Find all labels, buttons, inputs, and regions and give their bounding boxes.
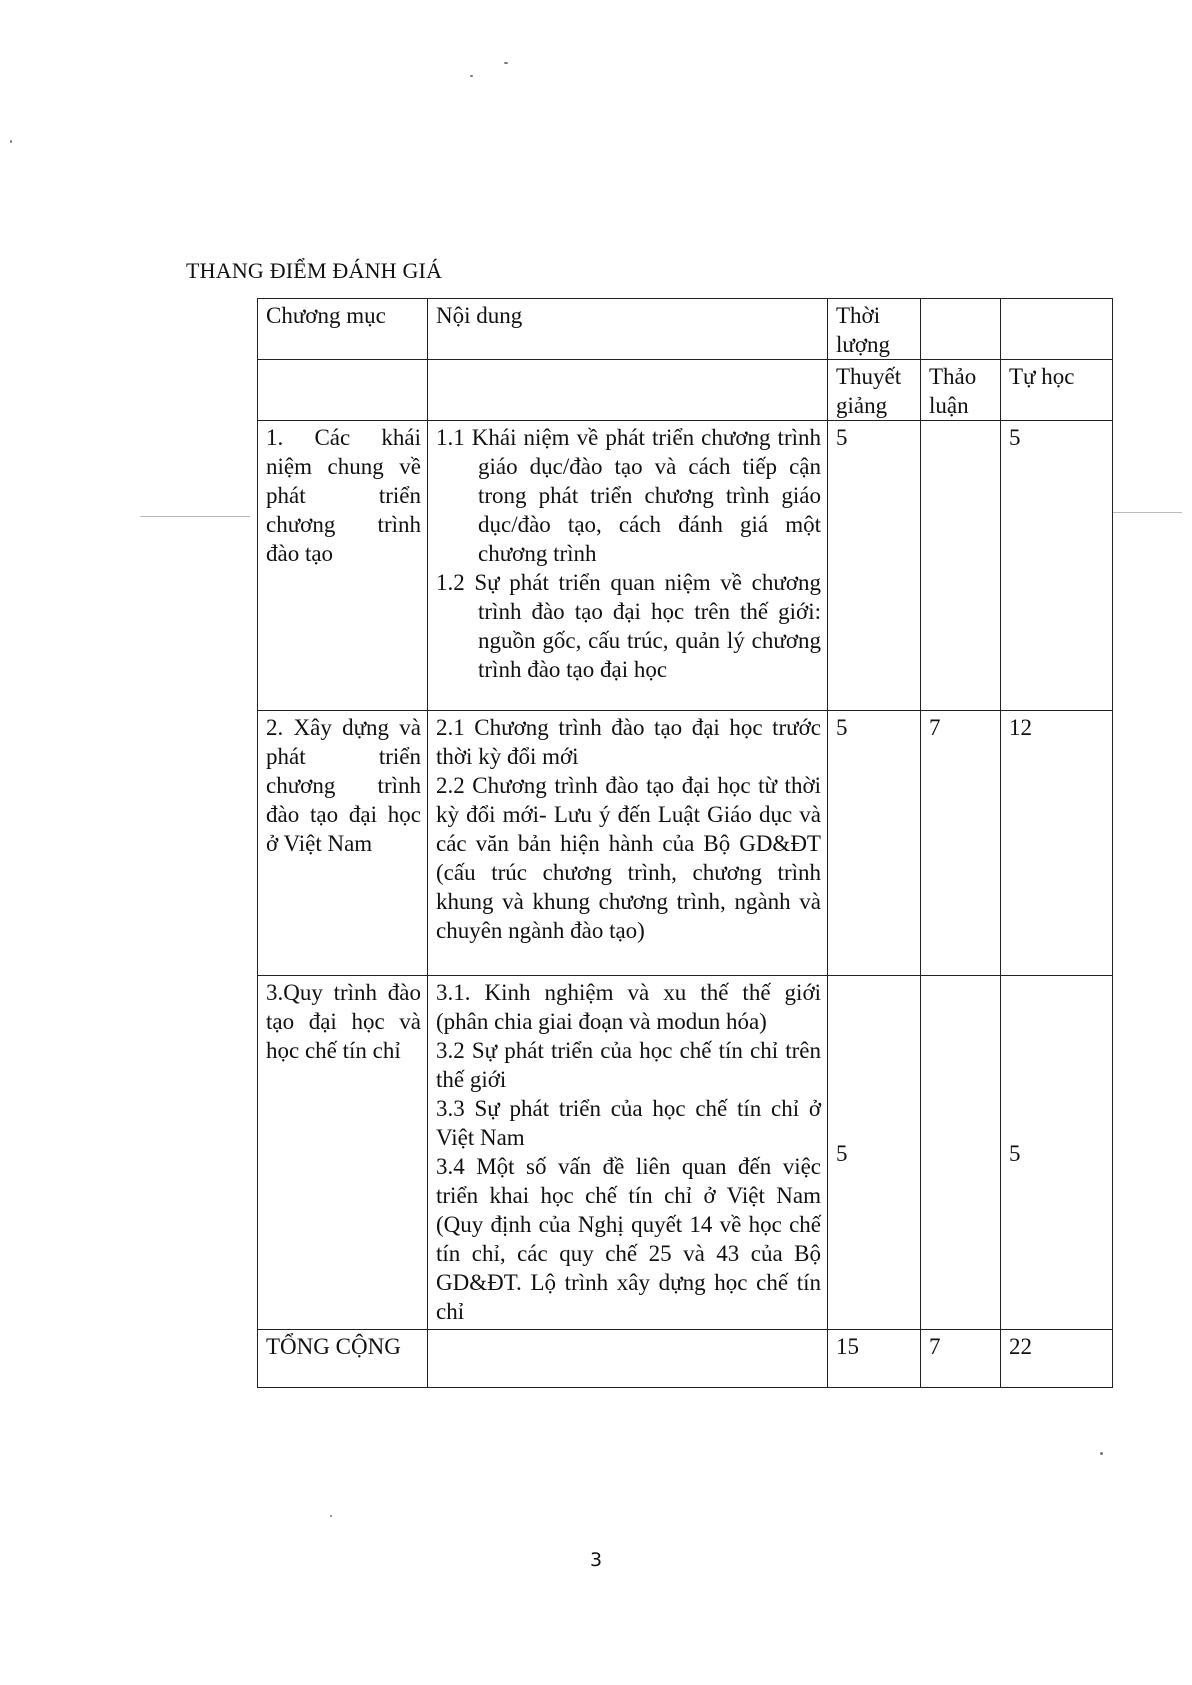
lecture-cell: 5: [828, 976, 921, 1330]
self-study-cell: 5: [1001, 421, 1113, 711]
content-item: 2.1 Chương trình đào tạo đại học trước thời kỳ đổi mới: [436, 715, 821, 769]
total-content-blank: [428, 1330, 828, 1388]
content-item: 3.2 Sự phát triển của học chế tín chỉ trên thế giới: [436, 1038, 821, 1092]
page-heading: THANG ĐIỂM ĐÁNH GIÁ: [186, 258, 443, 283]
content-item: 1.2 Sự phát triển quan niệm về chương trình đào tạo đại học trên thế giới: nguồn gốc, cấu trúc, quản lý chương trình đào tạo đại học: [436, 570, 821, 682]
table-header-row: [258, 299, 1113, 360]
self-study-cell: 5: [1001, 976, 1113, 1330]
table-subheader-row: [258, 360, 1113, 421]
header-blank: [921, 299, 1001, 360]
scan-speck: [504, 62, 508, 64]
assessment-table: [257, 298, 1113, 1388]
header-content: Nội dung: [428, 299, 828, 360]
discussion-cell: [921, 421, 1001, 711]
scan-speck: [10, 140, 12, 143]
content-cell: [428, 976, 828, 1330]
total-row: [258, 1330, 1113, 1388]
page-number: 3: [589, 1549, 603, 1571]
content-item: 3.4 Một số vấn đề liên quan đến việc triển khai học chế tín chỉ ở Việt Nam (Quy định của Nghị quyết 14 về học chế tín chỉ, các quy chế 25 và 43 của Bộ GD&ĐT. Lộ trình xây dựng học chế tín chỉ: [436, 1154, 821, 1324]
header-self-study: Tự học: [1001, 360, 1113, 421]
subheader-blank: [258, 360, 428, 421]
discussion-cell: 7: [921, 711, 1001, 976]
content-cell: [428, 421, 828, 711]
lecture-cell: 5: [828, 421, 921, 711]
scan-line: [140, 516, 250, 517]
header-lecture: Thuyết giảng: [828, 360, 921, 421]
self-study-cell: 12: [1001, 711, 1113, 976]
subheader-blank: [428, 360, 828, 421]
scan-speck: [1100, 1452, 1103, 1455]
scan-speck: [470, 75, 473, 77]
table-row: [258, 421, 1113, 711]
content-item: 1.1 Khái niệm về phát triển chương trình giáo dục/đào tạo và cách tiếp cận trong phát triển chương trình giáo dục/đào tạo, cách đánh giá một chương trình: [436, 425, 821, 566]
table-row: [258, 976, 1113, 1330]
content-item: 2.2 Chương trình đào tạo đại học từ thời kỳ đổi mới- Lưu ý đến Luật Giáo dục và các văn bản hiện hành của Bộ GD&ĐT (cấu trúc chương trình, chương trình khung và khung chương trình, ngành và chuyên ngành đào tạo): [436, 773, 821, 943]
total-label: TỔNG CỘNG: [258, 1330, 428, 1388]
content-item: 3.1. Kinh nghiệm và xu thế thế giới (phân chia giai đoạn và modun hóa): [436, 980, 821, 1034]
content-item: 3.3 Sự phát triển của học chế tín chỉ ở Việt Nam: [436, 1096, 821, 1150]
scan-speck: [330, 1515, 332, 1517]
discussion-cell: [921, 976, 1001, 1330]
header-discussion: Thảo luận: [921, 360, 1001, 421]
lecture-cell: 5: [828, 711, 921, 976]
total-discussion: 7: [921, 1330, 1001, 1388]
scan-line: [1112, 512, 1182, 513]
header-duration: Thời lượng: [828, 299, 921, 360]
table-row: [258, 711, 1113, 976]
content-cell: [428, 711, 828, 976]
chapter-cell: 2. Xây dựng và phát triển chương trình đào tạo đại học ở Việt Nam: [258, 711, 428, 976]
header-blank: [1001, 299, 1113, 360]
total-lecture: 15: [828, 1330, 921, 1388]
total-self-study: 22: [1001, 1330, 1113, 1388]
header-chapter: Chương mục: [258, 299, 428, 360]
chapter-cell: 1. Các khái niệm chung về phát triển chương trình đào tạo: [258, 421, 428, 711]
chapter-cell: 3.Quy trình đào tạo đại học và học chế tín chỉ: [258, 976, 428, 1330]
